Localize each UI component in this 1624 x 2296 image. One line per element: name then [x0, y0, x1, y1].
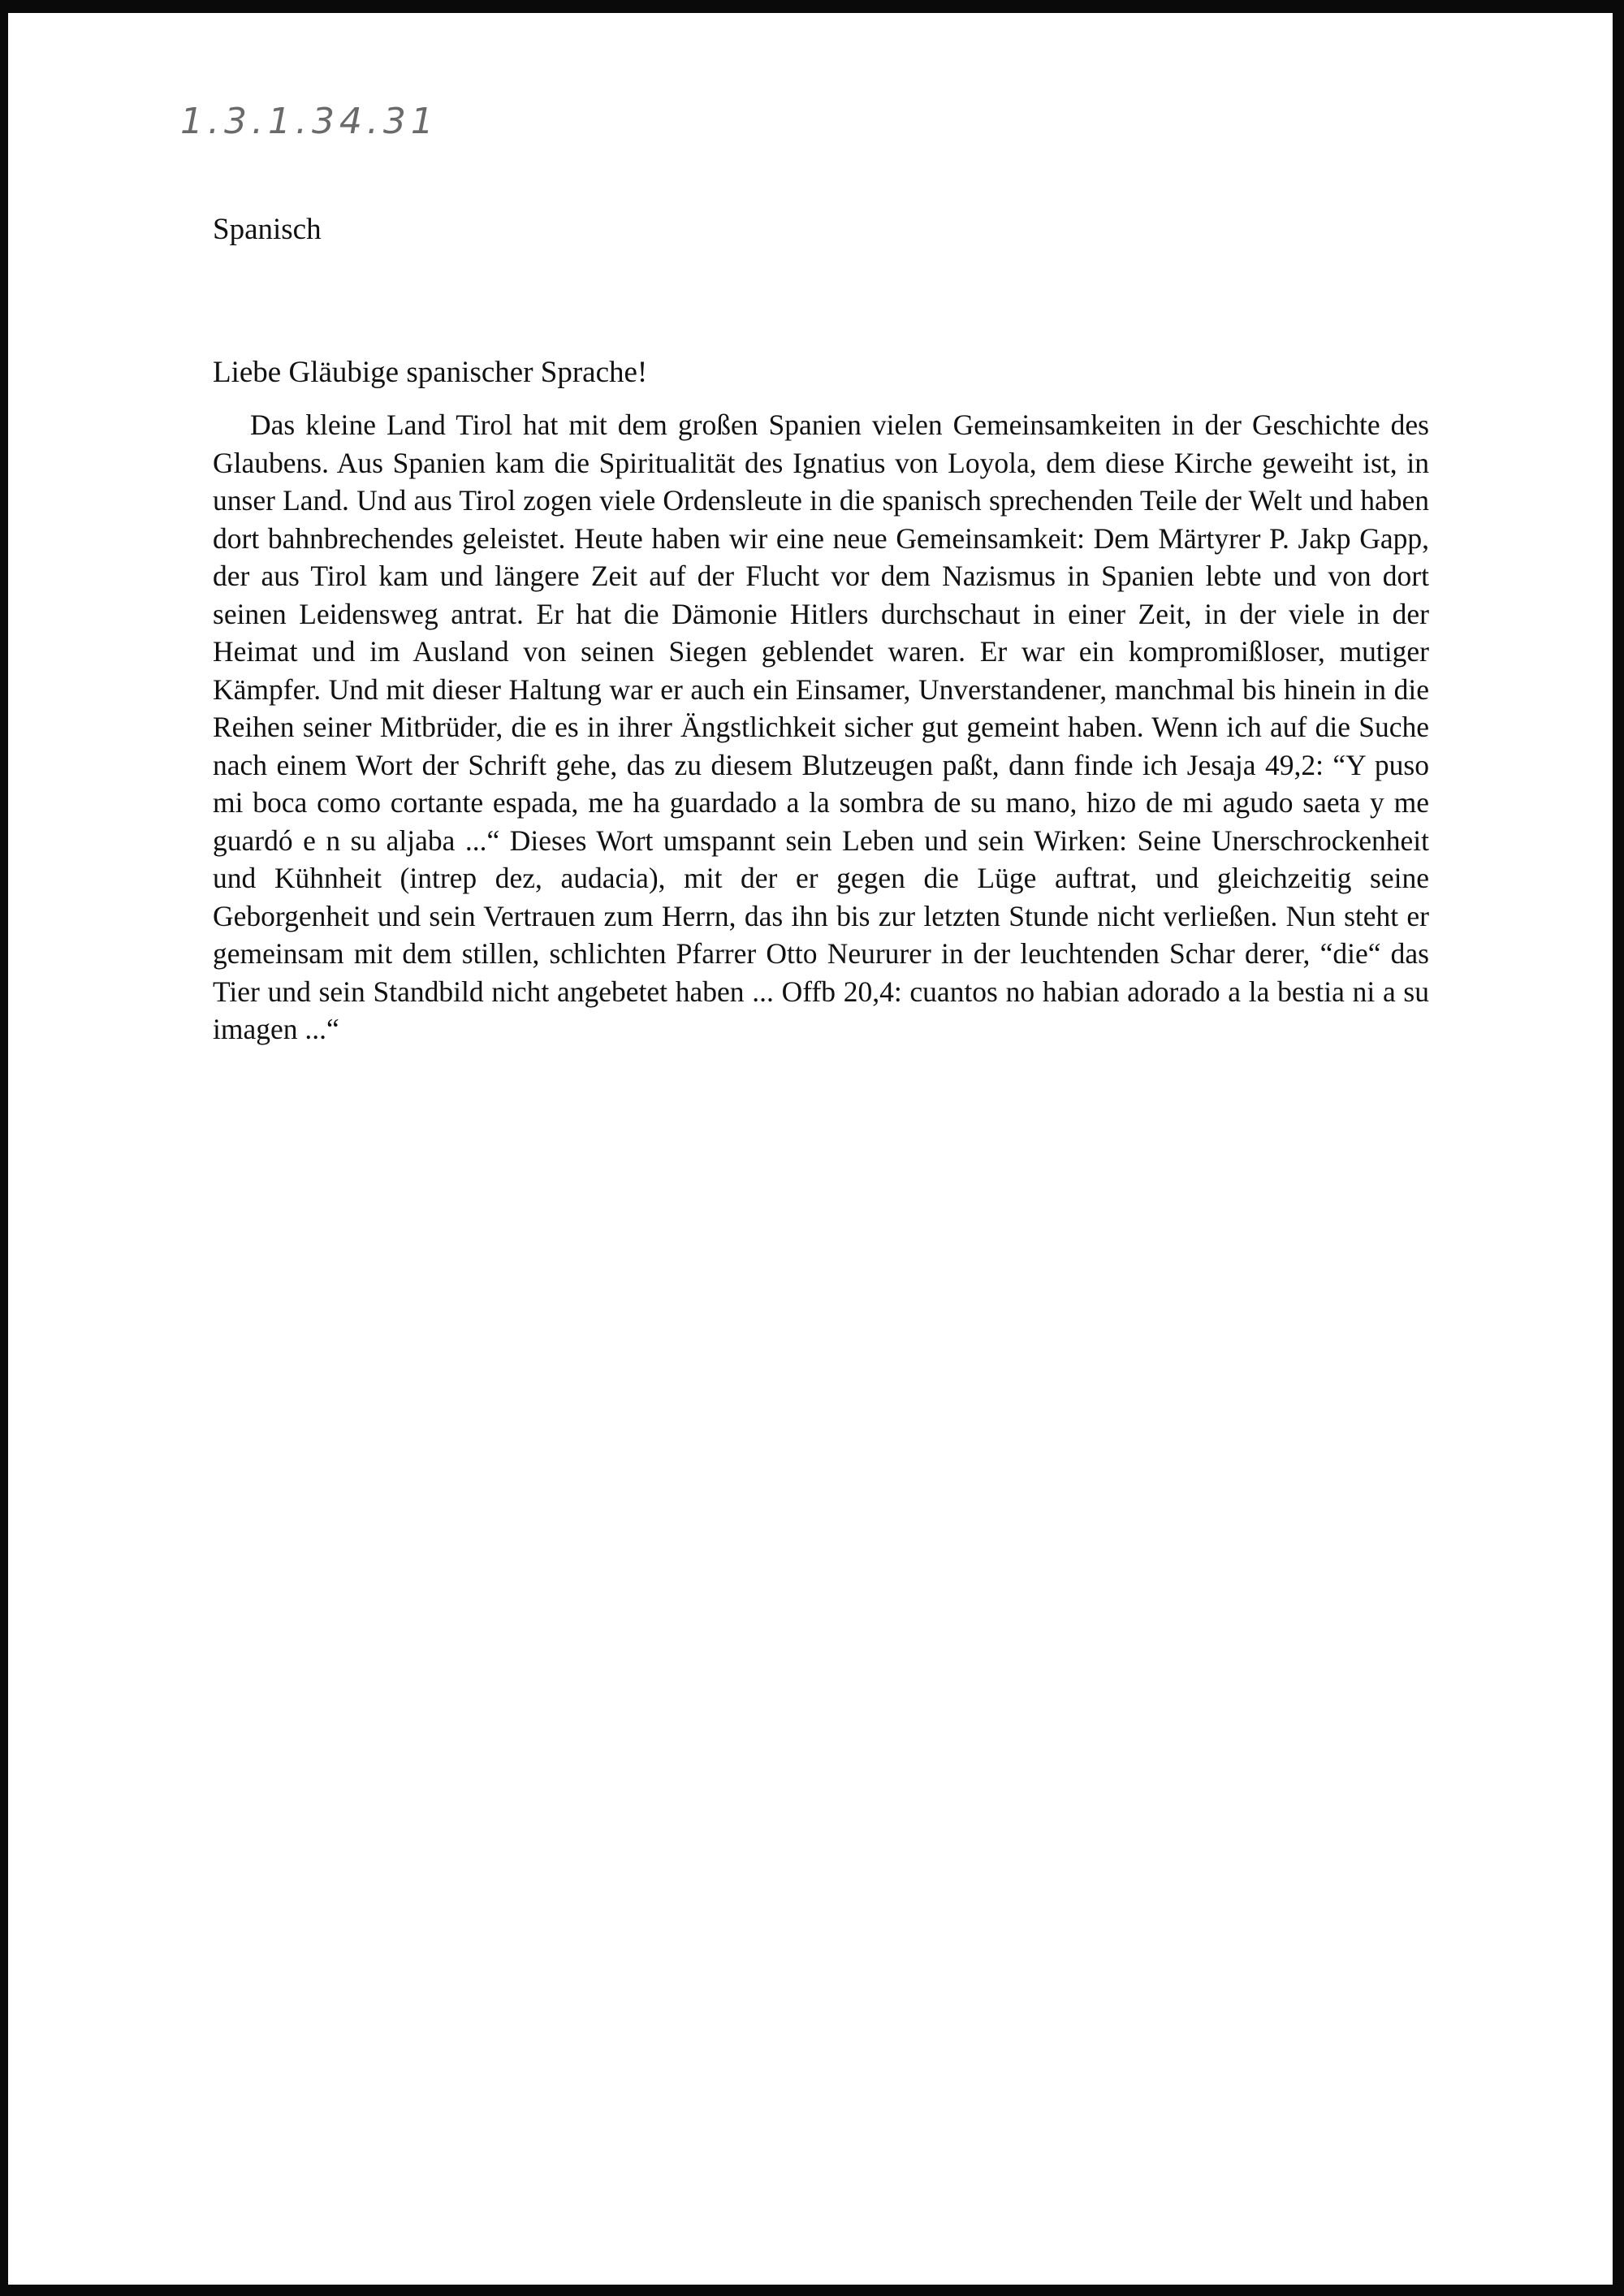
document-content	[213, 211, 1429, 1049]
salutation: Liebe Gläubige spanischer Sprache!	[213, 356, 648, 389]
archive-number: 1.3.1.34.31	[180, 101, 438, 142]
document-heading: Spanisch	[213, 213, 322, 246]
body-paragraph: Das kleine Land Tirol hat mit dem großen Spanien vielen Gemeinsamkeiten in der Geschichte des Glaubens. Aus Spanien kam die Spiritualität des Ignatius von Loyola, dem diese Kirche geweiht ist, in unser Land. Und aus Tirol zogen viele Ordensleute in die spanisch sprechenden Teile der Welt und haben dort bahnbrechendes geleistet. Heute haben wir eine neue Gemeinsamkeit: Dem Märtyrer P. Jakp Gapp, der aus Tirol kam und längere Zeit auf der Flucht vor dem Nazismus in Spanien lebte und von dort seinen Leidensweg antrat. Er hat die Dämonie Hitlers durchschaut in einer Zeit, in der viele in der Heimat und im Ausland von seinen Siegen geblendet waren. Er war ein kompromißloser, mutiger Kämpfer. Und mit dieser Haltung war er auch ein Einsamer, Unverstandener, manchmal bis hinein in die Reihen seiner Mitbrüder, die es in ihrer Ängstlichkeit sicher gut gemeint haben. Wenn ich auf die Suche nach einem Wort der Schrift gehe, das zu diesem Blutzeugen paßt, dann finde ich Jesaja 49,2: “Y puso mi boca como cortante espada, me ha guardado a la sombra de su mano, hizo de mi agudo saeta y me guardó e n su aljaba ...“ Dieses Wort umspannt sein Leben und sein Wirken: Seine Unerschrockenheit und Kühnheit (intrep dez, audacia), mit der er gegen die Lüge auftrat, und gleichzeitig seine Geborgenheit und sein Vertrauen zum Herrn, das ihn bis zur letzten Stunde nicht verließen. Nun steht er gemeinsam mit dem stillen, schlichten Pfarrer Otto Neururer in der leuchtenden Schar derer, “die“ das Tier und sein Standbild nicht angebetet haben ... Offb 20,4: cuantos no habian adorado a la bestia ni a su imagen ...“	[213, 409, 1429, 1045]
